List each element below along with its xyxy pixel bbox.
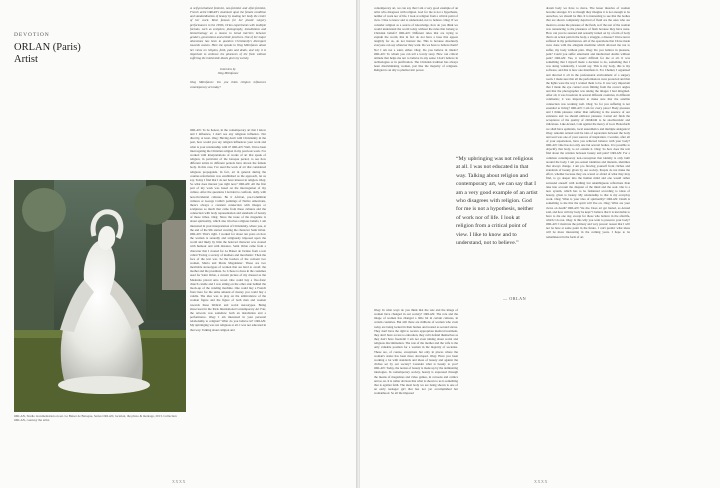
- first-question: Oleg Mitrofanov: Do you think religion influences contemporary art today?: [190, 80, 266, 89]
- body-column-right: [546, 6, 630, 474]
- section-label: DEVOTION: [14, 32, 50, 38]
- interview-credit: [190, 67, 266, 75]
- interviewer-name: Oleg Mitrofanov: [217, 71, 239, 76]
- body-text: dream body we have to move. The lesser muscles of women become stronger. It's as though they imagine it is not enough to be ourselves, we should be thin. It is interesting to see that the bodies that are shown completely deprived of flesh are the ones who are meant to evoke the pleasure of the flesh, as if the rest of the woman was renouncing to the pleasures of flesh because they have none. How can you be assured and sexually turned on by a form of body that is an actual pain in the body, a struggle, a disease? I have never suffered in my performances. All of the operations that I have made were done with the allegiant medicine which allowed me not to suffer, my body without pain. Oleg: Do you believe in pleasure, pain? Could you suffer emotional and intellectual doubts without pain? ORLAN: Yes, it wasn't difficult for me at all. It was something that I myself made a decision to do, something that I was doing voluntarily, I would say. This is my body, this is my software, and that is how one manifests it. For Chemel, I organised and directed it all in the professional environment of a surgery room. I made sure that all the performances were protected and that the lights were the way I wanted them to be. It was very important that I made the eye contact even filming from the correct angles and that the photographer was taking the images I had imagined. After all, it was broadcast in several different countries, in different continents; it was important to make sure that the satellite connection was working well. Oleg: So for you suffering is not essential to living? ORLAN: I am for every piece! Body pleasure and I think pleasure rather than suffering is the essence of our existence and we should embrace pleasure. Carnal Art finds the acceptance of the quality of childbirth to be anachronistic and ridiculous. Like Artaud, I am against the mercy of God. Henceforth we shall have epidurals, local anaesthetics and multiple analgesics! Oleg: Antonin Artaud said he idea of separation between the body and soul was one of your sources of inspiration. I wonder, after all of your experiences, have you achieved balance with your body? ORLAN: One has not only one but several bodies. It is possible to objectify that body, to act outside it. Oleg: So how does the text find about the relation between beauty and pain? ORLAN: For a common contemporary non-conception that identity is only built around the body. I am pro-sexual identities and mutants, identities that always change. I am pro flowing yourself from cliches and standards of beauty given by our society. People do not make the effort, whether because they are scared or afraid of what they may find, to go deeper into the human mind and one would rather surround oneself with nothing but unambiguous reflections than take into account the disquiet of the mind and the soul. Our is a new system, which has to be fashioned according to ideas of beauty, given to beauty. My relationship to that is my everyday work. Oleg: What is your idea of spirituality? ORLAN: Death is something to me that the spirit will live on. Oleg: What are your views on death? ORLAN: We die. Does art get buried, as Artaud said, and how will my body be kept? I believe that it is inevitable to have to die one day, except for those who believe in the afterlife, which I do not. Oleg: Is this why you want to preserve your body? ORLAN: I motivate the primary and very prosaic reason that I will not be here at some point in the future. I can't predict what ideas will be more interesting in the coming years. I hope to be remembered in the form of art.: [546, 6, 630, 239]
- pull-quote: “My upbringing was not religious at all. I was not educated in that way. Talking about religion and contemporary art, we can say that I am a very good example of an artist who disagrees with religion. God for me is not a hypothesis, neither of work nor of life. I look at religion from a critical point of view. I like to know and to understand, not to believe.”: [456, 156, 538, 247]
- left-folio: XXXX: [172, 479, 186, 484]
- photo-caption: ORLAN, Studio documentation on set. Le Baiser de Baroque, Series ORLAN, location, the photo & montage, 2013. Collection ORLAN, courtesy the artist.: [14, 414, 177, 422]
- figure-in-white-robe-icon: [14, 180, 186, 412]
- interview-label: Interview by: [220, 67, 236, 72]
- body-column-right-bottom: [374, 308, 458, 474]
- artist-photo: [14, 180, 186, 412]
- body-text: ORLAN: To be honest, in the contemporary art that I know and I influence, I don't see any religious influence. Not directly, at least. Oleg: Having dealt with Christianity in the past, how would you say religion influences your work and what is your relationship with it? ORLAN: Well, I have been interrogating the Christian religion in my previous work. I've worked with interpretations of works of art that speak of religion, in particular of the baroque period, to see how different artists in different periods have shown the female body. In this case, I've used the work of art that considered religious propaganda. In fact, art in general during the counter-reformation was established as the approach, let us say. Today I find that I do not have interest in religion. Oleg: So what does interest you right now? ORLAN: All the first part of my work was based on the interrogation of my culture. After the questions I decided to confront, daily, with non-Occidental cultures. Be it African, pre-Columbian cultures or George Catlin's paintings of Native Americans, there's always a constant connection with images or sculptures so much that came from these cultures and the connection with body representation and standards of beauty of those tribes. Oleg: Since the issue of the magazine is about spirituality, which also involves religious beliefs, I am interested in your interpretation of Christianity, where you, at the end of the 90s started creating the character Saint Orlan. ORLAN: That's right. I worked for about ten years on how the woman is sexually and religiously imposed upon the world and likely by little the beloved character was created with humour and with distance. Saint Orlan came from a character that I created for Le Baiser de l'artiste from a text called 'Facing a society of mothers and merchants'. Then the face of the text was 'At the borders of the convent two women, Maria and Maria Magdalena'. These are two inevitable stereotypes of women that are hard to avoid: the mother and the prostitute. So I chose to dress in the costumes used for Saint Orlan, a current picture of my dressed as the Madonna placed onto wood. One could buy a five-franc church candle and I was sitting on the other side behind the mock-up of the vending machine. One could buy a French franc here for the same amount of money you could buy a candle. The idea was to play on the ambivalence of the woman figure and the figure of both men and women towards these biblical and social stereotypes. Being showcased in the Paris International Contemporary Art Fair, the artwork was somehow both an installation and a performance. Oleg: I am interested in your personal relationship to religion? What do you believe in? ORLAN: My upbringing was not religious at all. I was not educated in that way. Talking about religion and: [190, 128, 266, 332]
- body-text: contemporary art, we can say that I am a very good example of an artist who disagrees with religion. God for me is not a hypothesis, neither of work nor of life. I look at religion from a critical point of view. I like to know and to understand, not to believe. Oleg: If we consider religion as a source of knowledge, how do you think we would understand the world today without the rules that belong to Christian beliefs? ORLAN: Different rules that are trying to explain the world, that in fact do not have a base that appear tangibly for us, do not interest me. This is because absolutely everyone can say whatever they want. Do we have to believe them? No! I am not a saint, either. Oleg: Do you believe in rituals? ORLAN: To whom you can tell a lovely story. How can critical attitude that helps me not to believe in any sense I don't believe in technologies or in purification. The Christian tradition has always been discriminating women, just like the majority of religions. Religion is an ally to phallocratic power.: [374, 6, 458, 73]
- article-subtitle: Artist: [14, 54, 38, 65]
- body-text: Oleg: In what ways do you think that the role and the image of women have changed in our society? ORLAN: The role and the image of women has changed a little bit in certain cultures, in certain countries. But still there are millions of women who even today are being locked in their homes and treated as second slaves. They don't have the right to receive appropriate medical treatment, they don't have access to education, they can't defend themselves as they don't have freedom! I am not even talking about social and religious discrimination. The role of the mother and the wife is the only valuable position for a woman in the majority of societies. These are, of course, exceptions but only in places where the woman's status has been more developed. Oleg: Have you been working a lot with standards and ideas of beauty and against the cliches set by our society? Consider what is beauty to you? ORLAN: Today, the notion of beauty is made up by the dominating ideologies. In contemporary society, beauty is expressed through the means of magazines and video games, in cartoons and comics and so on. It is rather obvious that what is shown to us is something that is against faith. The ideal body we are being shown is one of an early teenager girl that has not yet accomplished her womanhood. So all the imposed: [374, 308, 458, 396]
- body-column-left: [190, 128, 266, 474]
- article-title: ORLAN (Paris): [14, 42, 81, 53]
- body-column-right-top: [374, 6, 458, 148]
- right-page: [360, 0, 720, 488]
- pull-quote-attribution: — ORLAN: [503, 296, 527, 301]
- right-folio: XXXX: [534, 479, 548, 484]
- intro-paragraph: A self-proclaimed feminist, neo-feminist and after-feminist, French artist ORLAN's statement upon the female condition and standardisation of beauty by making her body the centre of her work. Most famous for her plastic surgery performances in the 1990s, Orlan experiments with multiple formats, such as sculpture, photography, installations and biotechnology as a means to break barriers between genders, generations and artistic practices. One of her major obsessions has been to question Christianity's disrespect towards women. Here she speaks to Oleg Mitrofanov about her views on religion, faith, pain and death, and why it is important to embrace the pleasures of the flesh without suffering the intolerable ideals given by society.: [190, 6, 266, 60]
- intro-column: [190, 6, 266, 90]
- left-page: [0, 0, 356, 488]
